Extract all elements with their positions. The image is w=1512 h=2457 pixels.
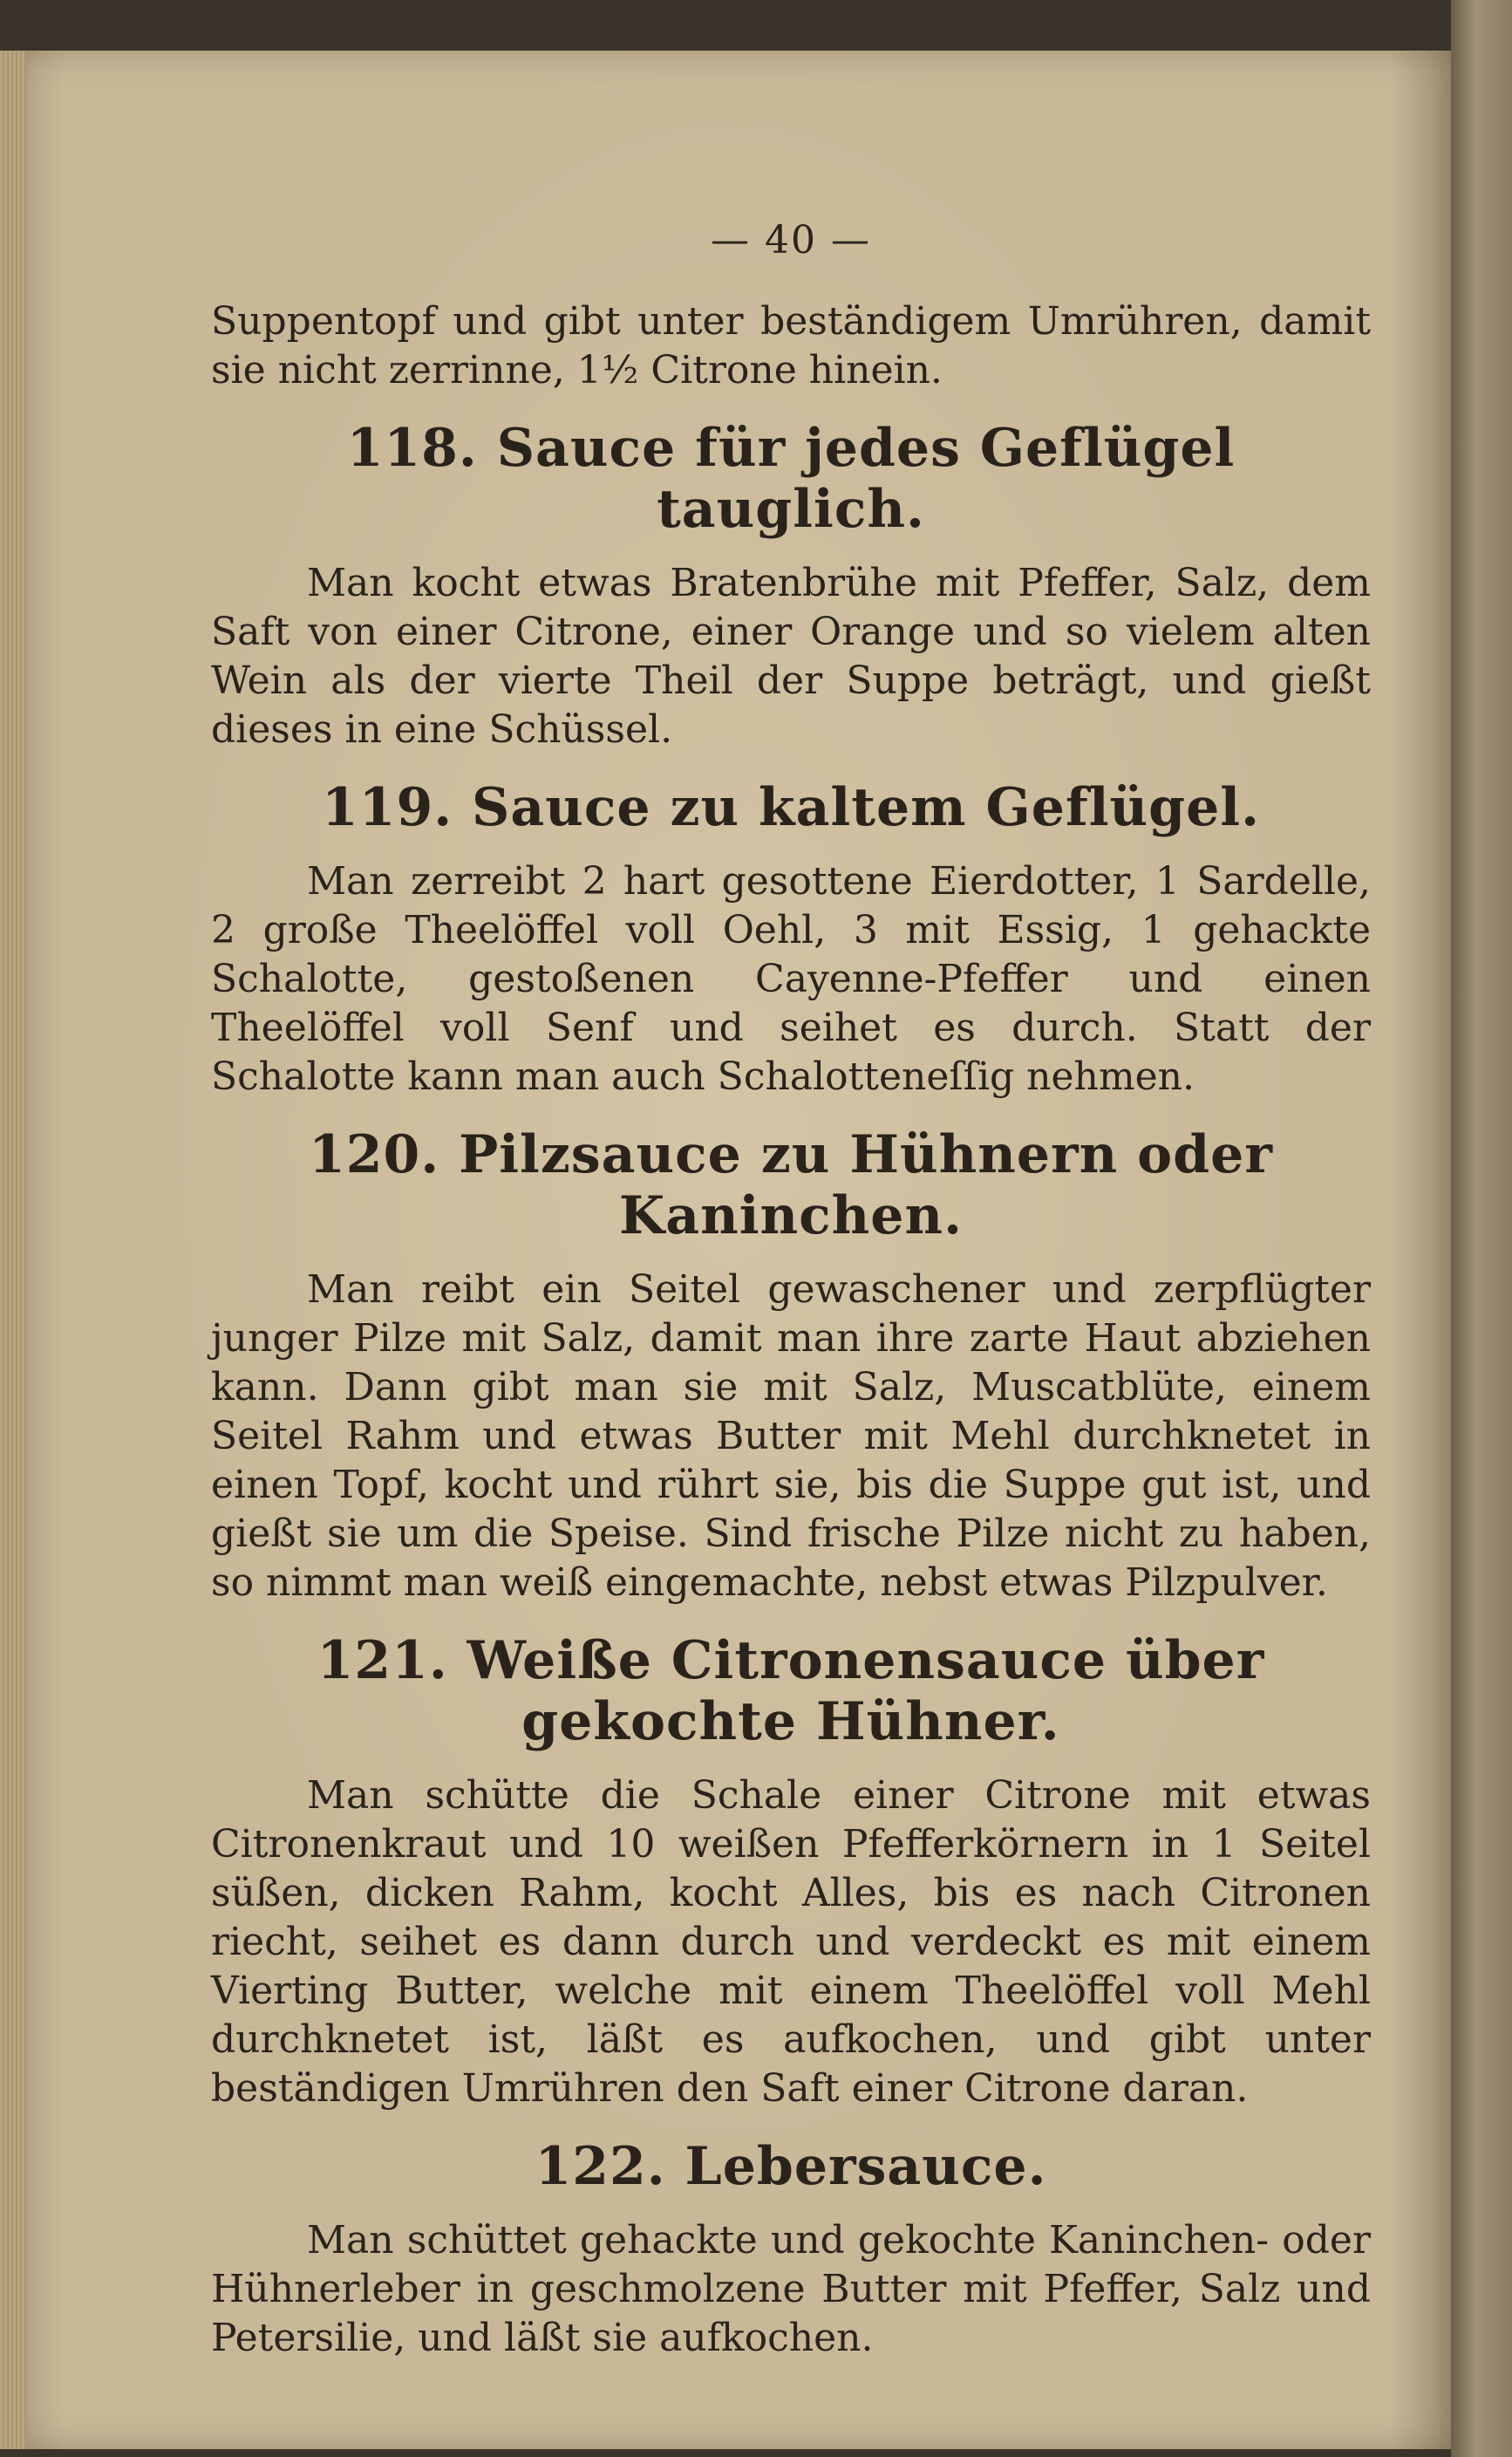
recipe-heading-121: 121. Weiße Citronensauce über gekochte Hühner. (317, 1630, 1265, 1752)
page-content (211, 218, 1371, 2363)
recipe-heading-120: 120. Pilzsauce zu Hühnern oder Kaninchen. (309, 1124, 1273, 1246)
next-page-edge (1451, 0, 1512, 2457)
recipe-text-121: Man schütte die Schale einer Citrone mit etwas Citronenkraut und 10 weißen Pfefferkörnern in 1 Seitel süßen, dicken Rahm, kocht Alles, bis es nach Citronen riecht, seihet es dann durch und verdeckt es mit einem Vierting Butter, welche mit einem Theelöffel voll Mehl durchknetet ist, läßt es aufkochen, und gibt unter beständigen Umrühren den Saft einer Citrone daran. (211, 1773, 1371, 2111)
page-number: — 40 — (711, 218, 871, 263)
recipe-text-120: Man reibt ein Seitel gewaschener und zerpflügter junger Pilze mit Salz, damit man ihre zarte Haut abziehen kann. Dann gibt man sie mit Salz, Muscatblüte, einem Seitel Rahm und etwas Butter mit Mehl durchknetet in einen Topf, kocht und rührt sie, bis die Suppe gut ist, und gießt sie um die Speise. Sind frische Pilze nicht zu haben, so nimmt man weiß eingemachte, nebst etwas Pilzpulver. (211, 1267, 1371, 1605)
recipe-heading-122: 122. Lebersauce. (535, 2136, 1047, 2197)
recipe-text-118: Man kocht etwas Bratenbrühe mit Pfeffer, Salz, dem Saft von einer Citrone, einer Orange und so vielem alten Wein als der vierte Theil der Suppe beträgt, und gießt dieses in eine Schüssel. (211, 561, 1371, 752)
recipe-heading-119: 119. Sauce zu kaltem Geflügel. (322, 777, 1260, 838)
page-stack-edge (0, 51, 26, 2449)
recipe-heading-118: 118. Sauce für jedes Geflügel tauglich. (346, 418, 1236, 540)
recipe-text-119: Man zerreibt 2 hart gesottene Eierdotter, 1 Sardelle, 2 große Theelöffel voll Oehl, 3 mit Essig, 1 gehackte Schalotte, gestoßenen Cayenne-Pfeffer und einen Theelöffel voll Senf und seihet es durch. Statt der Schalotte kann man auch Schalotteneſſig nehmen. (211, 859, 1371, 1099)
recipe-text-122: Man schüttet gehackte und gekochte Kaninchen- oder Hühnerleber in geschmolzene Butter mit Pfeffer, Salz und Petersilie, und läßt sie aufkochen. (211, 2218, 1371, 2360)
intro-paragraph: Suppentopf und gibt unter beständigem Umrühren, damit sie nicht zerrinne, 1½ Citrone hinein. (211, 299, 1371, 392)
